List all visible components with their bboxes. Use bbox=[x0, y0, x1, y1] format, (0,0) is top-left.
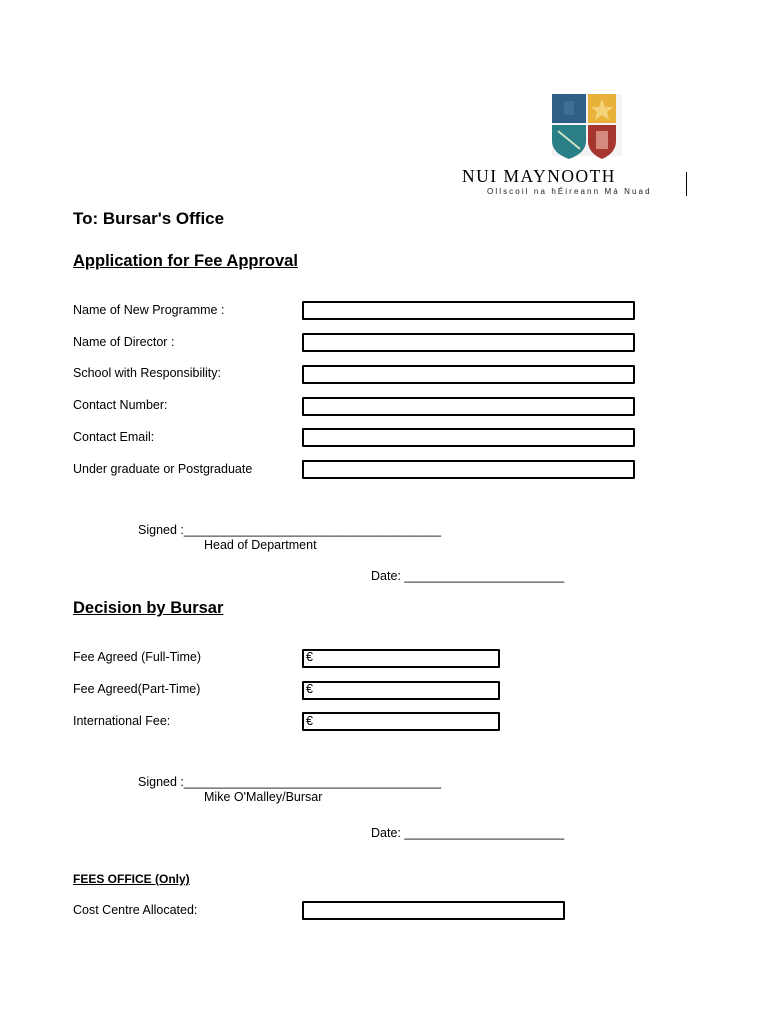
bursar-signature-line[interactable]: Signed :_____________________________________ bbox=[138, 775, 442, 789]
director-name-label: Name of Director : bbox=[73, 335, 175, 349]
fee-parttime-field[interactable] bbox=[302, 681, 500, 700]
school-label: School with Responsibility: bbox=[73, 366, 221, 380]
fee-fulltime-field[interactable] bbox=[302, 649, 500, 668]
contact-email-label: Contact Email: bbox=[73, 430, 155, 444]
head-date-line[interactable]: Date: _______________________ bbox=[371, 569, 565, 583]
director-name-field[interactable] bbox=[302, 333, 635, 352]
bursar-signature-role: Mike O'Malley/Bursar bbox=[204, 790, 323, 804]
cost-centre-label: Cost Centre Allocated: bbox=[73, 903, 198, 917]
head-signature-line[interactable]: Signed :_____________________________________ bbox=[138, 523, 442, 537]
crest-icon bbox=[462, 93, 690, 163]
school-field[interactable] bbox=[302, 365, 635, 384]
bursar-date-line[interactable]: Date: _______________________ bbox=[371, 826, 565, 840]
cost-centre-field[interactable] bbox=[302, 901, 565, 920]
recipient-heading: To: Bursar's Office bbox=[73, 209, 225, 228]
contact-number-field[interactable] bbox=[302, 397, 635, 416]
international-fee-currency: € bbox=[306, 714, 313, 728]
logo-name: NUI MAYNOOTH bbox=[462, 166, 616, 186]
programme-name-field[interactable] bbox=[302, 301, 635, 320]
fee-fulltime-currency: € bbox=[306, 650, 313, 664]
logo-divider bbox=[686, 172, 687, 196]
fee-parttime-currency: € bbox=[306, 682, 313, 696]
fee-fulltime-label: Fee Agreed (Full-Time) bbox=[73, 650, 202, 664]
programme-name-label: Name of New Programme : bbox=[73, 303, 225, 317]
study-level-label: Under graduate or Postgraduate bbox=[73, 462, 253, 476]
international-fee-field[interactable] bbox=[302, 712, 500, 731]
logo-subtitle: Ollscoil na hÉireann Má Nuad bbox=[487, 187, 652, 196]
decision-title: Decision by Bursar bbox=[73, 599, 224, 617]
international-fee-label: International Fee: bbox=[73, 714, 171, 728]
head-signature-role: Head of Department bbox=[204, 538, 317, 552]
fee-parttime-label: Fee Agreed(Part-Time) bbox=[73, 682, 201, 696]
contact-number-label: Contact Number: bbox=[73, 398, 168, 412]
fees-office-heading: FEES OFFICE (Only) bbox=[73, 872, 190, 886]
application-title: Application for Fee Approval bbox=[73, 252, 298, 270]
contact-email-field[interactable] bbox=[302, 428, 635, 447]
study-level-field[interactable] bbox=[302, 460, 635, 479]
